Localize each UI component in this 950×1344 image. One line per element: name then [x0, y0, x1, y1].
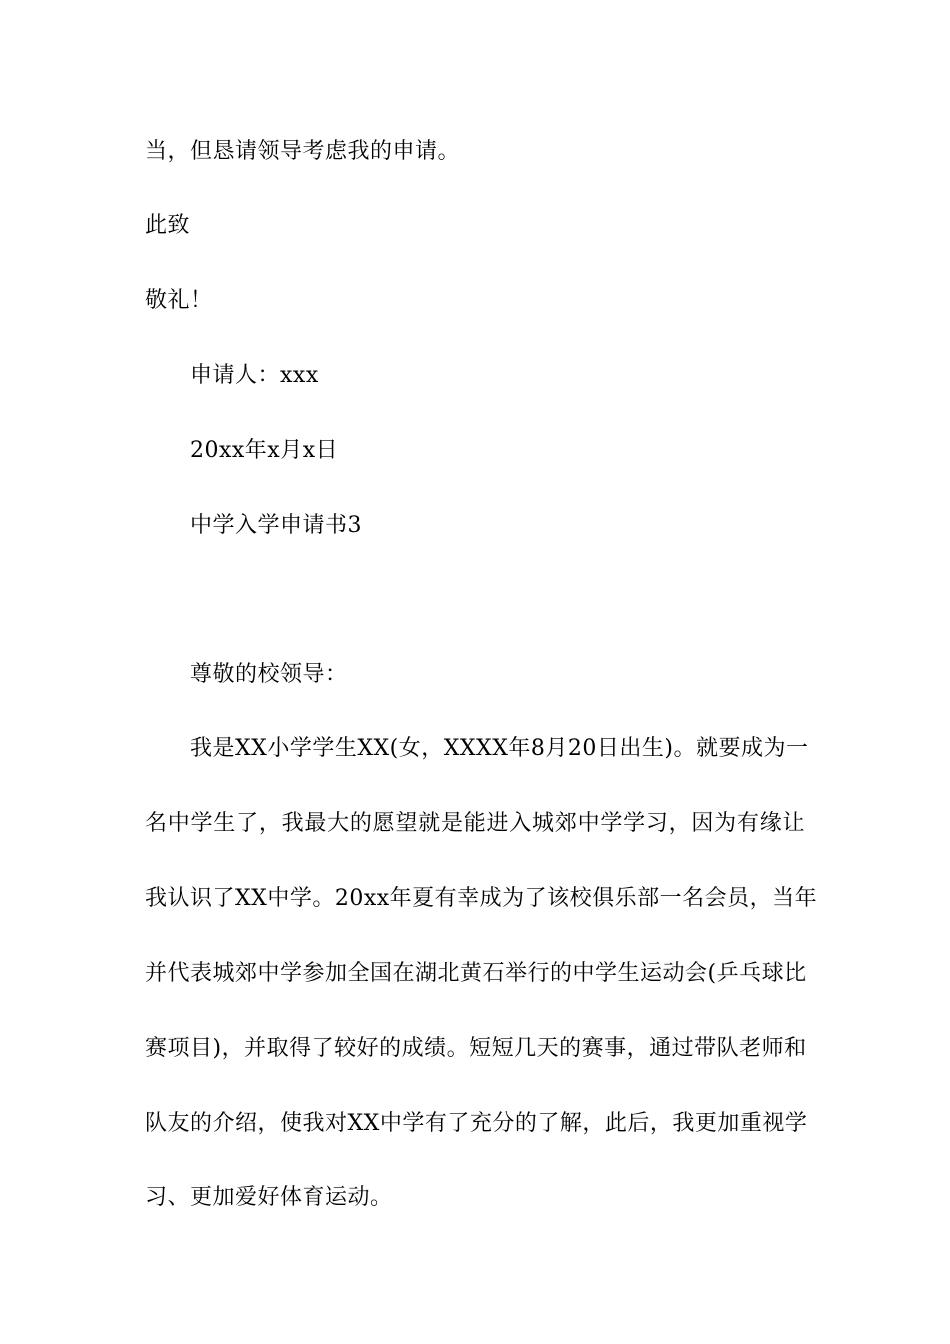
body-text-line: 当，但恳请领导考虑我的申请。 — [145, 139, 461, 164]
paragraph-line: 队友的介绍，使我对XX中学有了充分的了解，此后，我更加重视学 — [145, 1111, 808, 1136]
paragraph-line: 习、更加爱好体育运动。 — [145, 1185, 393, 1210]
paragraph-line: 赛项目)，并取得了较好的成绩。短短几天的赛事，通过带队老师和 — [145, 1036, 807, 1061]
section-title: 中学入学申请书3 — [190, 513, 362, 538]
paragraph-line: 并代表城郊中学参加全国在湖北黄石举行的中学生运动会(乒乓球比 — [145, 961, 807, 986]
paragraph-line: 名中学生了，我最大的愿望就是能进入城郊中学学习，因为有缘让 — [145, 811, 805, 836]
date-line: 20xx年x月x日 — [190, 438, 339, 463]
closing-salutation: 此致 — [145, 213, 191, 238]
applicant-signature: 申请人：xxx — [190, 363, 319, 388]
closing-regards: 敬礼！ — [145, 288, 213, 313]
greeting: 尊敬的校领导： — [190, 662, 348, 687]
paragraph-line: 我认识了XX中学。20xx年夏有幸成为了该校俱乐部一名会员，当年 — [145, 886, 818, 911]
paragraph-line: 我是XX小学学生XX(女，XXXX年8月20日出生)。就要成为一 — [190, 736, 809, 761]
